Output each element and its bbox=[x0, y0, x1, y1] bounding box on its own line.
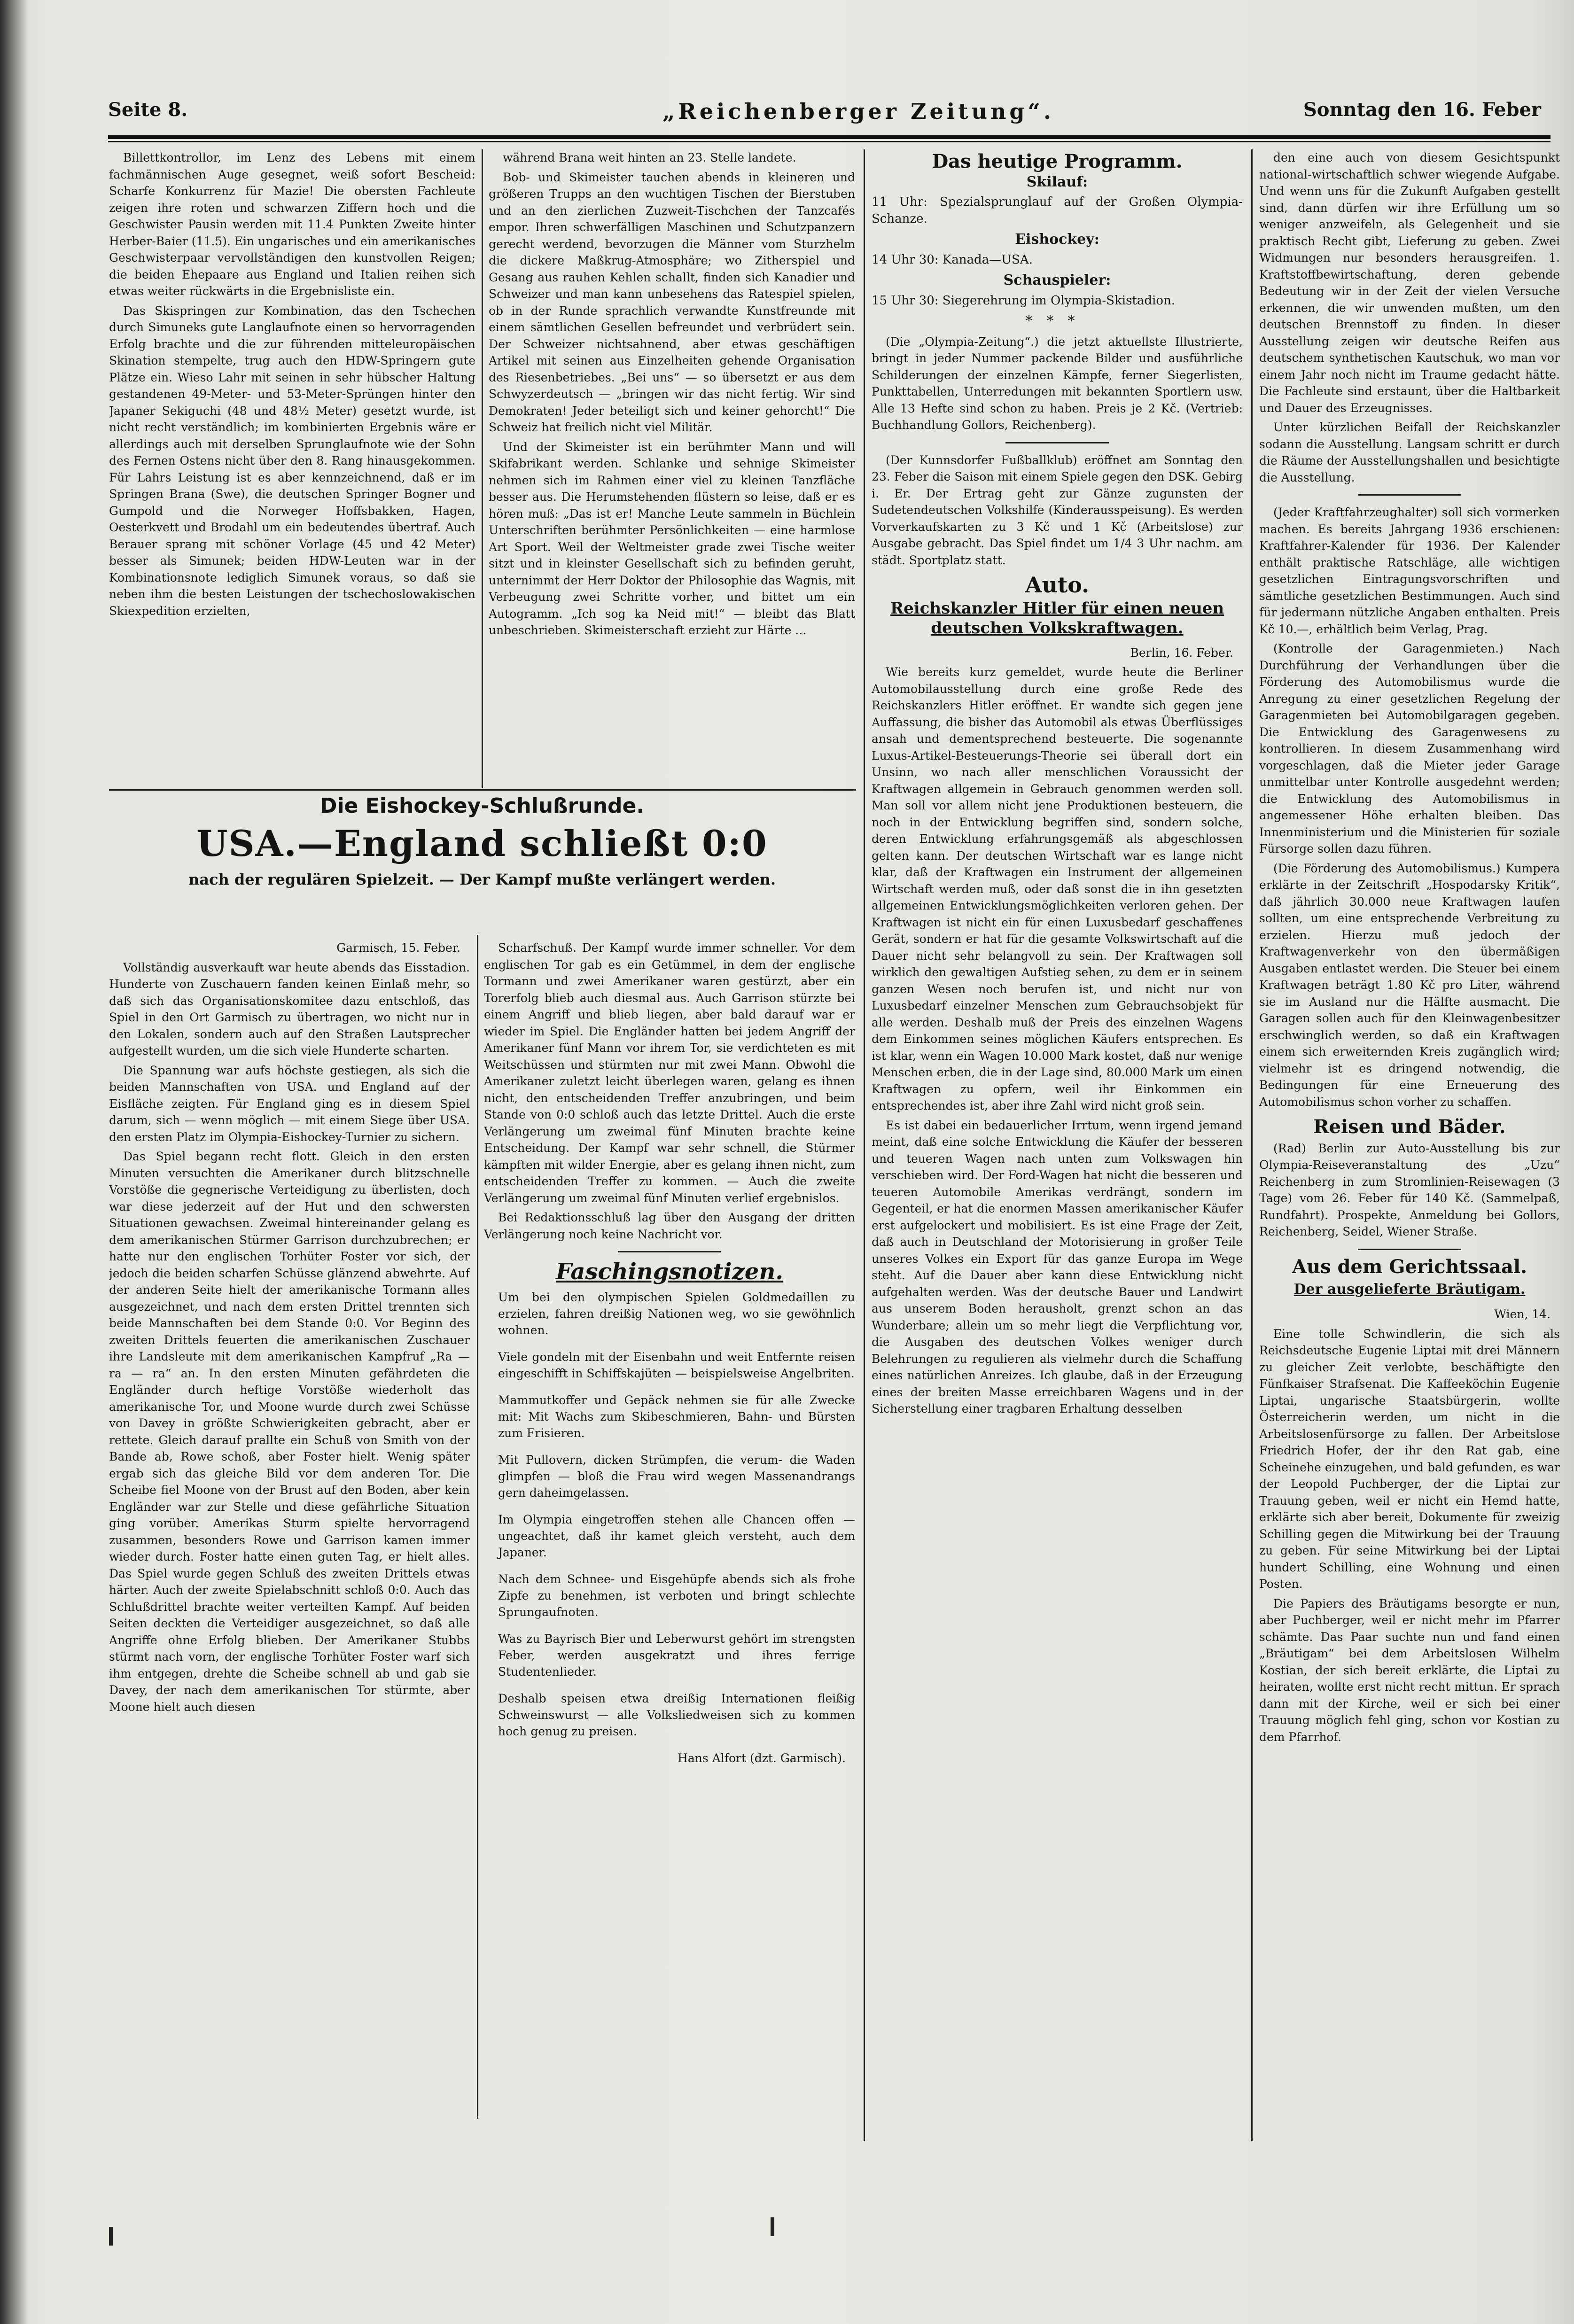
column-rule bbox=[482, 149, 483, 788]
program-item: 11 Uhr: Spezialsprunglauf auf der Großen Olympia-Schanze. bbox=[872, 195, 1243, 226]
poem-stanza: Viele gondeln mit der Eisenbahn und weit Entfernte reisen eingeschifft in Schiffskajüten — beispielsweise Angelbriten. bbox=[498, 1350, 855, 1380]
program-section-label: Schauspieler: bbox=[1003, 272, 1111, 288]
right-column bbox=[1259, 149, 1560, 2137]
ice-hockey-title: USA.—England schließt 0:0 bbox=[196, 823, 768, 864]
short-rule bbox=[618, 1251, 721, 1252]
paragraph: Und der Skimeister ist ein berühmter Mann und will Skifabrikant werden. Schlanke und sehnige Skimeister nehmen sich im Rahmen einer viel zu kleinen Tanzfläche besser aus. Die Herumstehenden flüstern so leise, daß er es hören muß: „Das ist er! Manche Leute sammeln in Büchlein Unterschriften berühmter Persönlichkeiten — eine harmlose Art Sport. Weil der Weltmeister grade zwei Tische weiter sitzt und in kleinster Gesellschaft sich zu befinden geruht, unternimmt der Herr Doktor der Philosophie das Wagnis, mit Verbeugung zwei Schritte vorher, und bittet um ein Autogramm. „Ich sog ka Neid mit!“ — bleibt das Blatt unbeschrieben. Skimeisterschaft erzieht zur Härte ... bbox=[489, 440, 855, 637]
poem-stanza: Mit Pullovern, dicken Strümpfen, die verum- die Waden glimpfen — bloß die Frau wird wegen Massenandrangs gern daheimgelassen. bbox=[498, 1453, 855, 1500]
paragraph: Das Skispringen zur Kombination, das den Tschechen durch Simuneks gute Langlaufnote einen so hervorragenden Erfolg brachte und die zur führenden mitteleuropäischen Skination stempelte, trug auch den HDW-Springern gute Plätze ein. Wieso Lahr mit seinen in sehr hübscher Haltung gestandenen 49-Meter- und 53-Meter-Sprüngen hinter den Japaner Sekiguchi (48 und 48½ Meter) gesetzt wurde, ist nicht recht verständlich; im kombinierten Ergebnis wäre er allerdings auch mit derselben Sprunglaufnote wie der Sohn des Fernen Ostens nicht über den 8. Rang hinausgekommen. Für Lahrs Leistung ist es aber kennzeichnend, daß er im Springen Brana (Swe), die deutschen Springer Bogner und Gumpold und die Norweger Hoffsbakken, Hagen, Oesterkvett und Brodahl um ein bedeutendes übertraf. Auch Berauer sprang mit schöner Vorlage (45 und 42 Meter) besser als Simunek; beiden HDW-Leuten war in der Kombinationsnote lediglich Simunek voraus, so daß sie neben ihm die besten Leistungen der tschechoslowakischen Skiexpedition erzielten, bbox=[109, 303, 475, 618]
paragraph: (Die „Olympia-Zeitung“.) die jetzt aktuellste Illustrierte, bringt in jeder Nummer packende Bilder und ausführliche Schilderungen der einzelnen Kämpfe, ferner Siegerlisten, Punkttabellen, Unterredungen mit bekannten Sportlern usw. Alle 13 Hefte sind schon zu haben. Preis je 2 Kč. (Vertrieb: Buchhandlung Gollors, Reichenberg). bbox=[872, 334, 1243, 432]
paragraph: (Kontrolle der Garagenmieten.) Nach Durchführung der Verhandlungen über die Förderung des Automobilismus wurde die Anregung zu einer gesetzlichen Regelung der Garagenmieten bei Automobilgaragen gegeben. Die Entwicklung des Garagenwesens zu kontrollieren. In diesem Zusammenhang wird vorgeschlagen, daß die Mieter jeder Garage unmittelbar unter Kontrolle ausgedehnt werden; die Entwicklung des Automobilismus in angemessener Höhe erhalten bleiben. Das Innenministerium und die Ministerien für soziale Fürsorge sollen dazu führen. bbox=[1259, 642, 1560, 855]
ice-hockey-article-column bbox=[109, 940, 470, 2114]
paragraph: Eine tolle Schwindlerin, die sich als Reichsdeutsche Eugenie Liptai mit drei Männern zu gleicher Zeit verlobte, beschäftigte den Fünfkaiser Strafsenat. Die Kaffeeköchin Eugenie Liptai, ungarische Staatsbürgerin, wollte Österreicherin werden, um nicht in die Arbeitslosenfürsorge zu fallen. Der Arbeitslose Friedrich Hofer, der ihr den Rat gab, eine Scheinehe einzugehen, und bald gefunden, es war der Leopold Puchberger, der die Liptai zur Trauung geben, weil er nicht ein Hemd hatte, erklärte sich aber bereit, Dokumente für zweizig Schilling gegen die Mitwirkung bei der Trauung zu geben. Für seine Mitwirkung bei der Liptai hundert Schilling, eine Wohnung und einen Posten. bbox=[1259, 1327, 1560, 1591]
newspaper-title: „Reichenberger Zeitung“. bbox=[662, 99, 1055, 124]
program-item: 14 Uhr 30: Kanada—USA. bbox=[872, 252, 1033, 267]
article-column-1 bbox=[109, 149, 475, 786]
paragraph: den eine auch von diesem Gesichtspunkt national-wirtschaftlich schwer wiegende Aufgabe. Und wenn uns für die Zukunft Aufgaben gestellt sind, dann dürfen wir ihre Erfüllung um so weniger anzweifeln, als Gelegenheit und sie praktisch Recht gibt, Lieferung zu geben. Zwei Widmungen nur besonders herausgreifen. 1. Kraftstoffbewirtschaftung, deren gebende Bedeutung wir in der Zeit der vielen Versuche erkennen, die wir unwenden mußten, um den deutschen Brennstoff zu finden. In dieser Ausstellung zeigen wir deutsche Reifen aus deutschem synthetischen Kautschuk, wo man vor einem Jahr noch nicht im Traume gedacht hätte. Die Fachleute sind erstaunt, über die Haltbarkeit und Dauer des Erzeugnisses. bbox=[1259, 151, 1560, 415]
column-rule bbox=[477, 935, 478, 2119]
print-mark bbox=[771, 2217, 774, 2236]
short-rule bbox=[1358, 1249, 1461, 1250]
paragraph: Wie bereits kurz gemeldet, wurde heute die Berliner Automobilausstellung durch eine große Rede des Reichskanzlers Hitler eröffnet. Er wandte sich gegen jene Auffassung, die bisher das Automobil als etwas Überflüssiges ansah und dementsprechend besteuerte. Die sogenannte Luxus-Artikel-Besteuerungs-Theorie sei überall dort ein Unsinn, wo nach aller menschlichen Voraussicht der Kraftwagen allgemein in Gebrauch genommen werden soll. Man soll vor allem nicht jene Produktionen besteuern, die noch in der Entwicklung begriffen sind, sondern solche, deren Entwicklung erfahrungsgemäß als abgeschlossen gelten kann. Der deutschen Wirtschaft war es lange nicht klar, daß der Kraftwagen ein Instrument der allgemeinen Wirtschaft werden muß, oder daß sonst die in ihn gesetzten allgemeinen Entwicklungsmöglichkeiten verloren gehen. Der Kraftwagen ist nicht ein für einen Luxusbedarf geschaffenes Gerät, sondern er hat für die gesamte Volkswirtschaft auf die Dauer nicht sehr belangvoll zu sein. Der Kraftwagen soll wirklich den gewaltigen Aufstieg sehen, zu dem er in seinem ganzen Wesen noch berufen ist, und nicht nur von Luxusbedarf einzelner Menschen zum Gebrauchsobjekt für alle werden. Deshalb muß der Preis des einzelnen Wagens dem Einkommen seines möglichen Käufers entsprechen. Es ist klar, wenn ein Wagen 10.000 Mark kostet, daß nur wenige Menschen erben, die in der Lage sind, 80.000 Mark um einen Kraftwagen zu opfern, weil ihr Einkommen ein entsprechendes ist, aber ihre Zahl wird nicht groß sein. bbox=[872, 665, 1243, 1112]
section-rule bbox=[109, 789, 856, 791]
court-headline: Der ausgelieferte Bräutigam. bbox=[1293, 1281, 1526, 1298]
page-number: Seite 8. bbox=[108, 99, 188, 121]
article-column-2 bbox=[489, 149, 855, 786]
dateline: Berlin, 16. Feber. bbox=[1130, 645, 1233, 660]
auto-headline: Reichskanzler Hitler für einen neuen deutschen Volkskraftwagen. bbox=[890, 598, 1224, 637]
paragraph: Unter kürzlichen Beifall der Reichskanzler sodann die Ausstellung. Langsam schritt er durch die Räume der Ausstellungshallen und besichtigte die Ausstellung. bbox=[1259, 420, 1560, 484]
scan-edge bbox=[0, 0, 28, 2324]
page-header bbox=[108, 99, 1541, 132]
poem-stanza: Um bei den olympischen Spielen Goldmedaillen zu erzielen, fahren dreißig Nationen weg, wo sie gewöhnlich wohnen. bbox=[498, 1290, 855, 1337]
column-rule bbox=[864, 149, 865, 2141]
poem-author: Hans Alfort (dzt. Garmisch). bbox=[678, 1751, 846, 1765]
poem-stanza: Mammutkoffer und Gepäck nehmen sie für alle Zwecke mit: Mit Wachs zum Skibeschmieren, Bahn- und Bürsten zum Frisieren. bbox=[498, 1393, 855, 1440]
ice-hockey-continuation-column bbox=[484, 940, 855, 2114]
paragraph: Bob- und Skimeister tauchen abends in kleineren und größeren Trupps an den wuchtigen Tischen der Bierstuben und an den zierlichen Zuzweit-Tischchen der Tanzcafés empor. Ihren schwerfälligen Maschinen und Schutzpanzern gerecht werdend, bevorzugen die Männer vom Sturzhelm die dickere Maßkrug-Atmosphäre; wo Zitherspiel und Gesang aus rauhen Kehlen schallt, finden sich Kanadier und Schweizer und man kann unbesehens das Ratespiel spielen, ob in der Runde sprachlich verwandte Kunstfreunde mit einem sämtlichen Gesellen befreundet und verbrüdert sein. Der Schweizer nichtsahnend, aber etwas geschäftigen Artikel mit seinen aus Einzelheiten gehende Organisation des Riesenbetriebes. „Bei uns“ — so übersetzt er aus dem Schwyzerdeutsch — „bringen wir das nicht fertig. Wir sind Demokraten! Jeder beteiligt sich und keiner gehorcht!“ Die Schweiz hat freilich nicht viel Militär. bbox=[489, 170, 855, 434]
dateline: Garmisch, 15. Feber. bbox=[336, 941, 460, 955]
paragraph: Die Spannung war aufs höchste gestiegen, als sich die beiden Mannschaften von USA. und England auf der Eisfläche zeigten. Für England ging es in diesem Spiel darum, sich — wenn möglich — mit einem Siege über USA. den ersten Platz im Olympia-Eishockey-Turnier zu sichern. bbox=[109, 1063, 470, 1144]
paragraph: Bei Redaktionsschluß lag über den Ausgang der dritten Verlängerung noch keine Nachricht vor. bbox=[484, 1211, 855, 1241]
header-rule bbox=[108, 135, 1551, 139]
paragraph: Billettkontrollor, im Lenz des Lebens mit einem fachmännischen Auge gesegnet, weiß sofort Bescheid: Scharfe Konkurrenz für Mazie! Die obersten Fachleute zeigen ihre roten und schwarzen Ziffern hoch und die Geschwister Pausin werden mit 11.4 Punkten Zweite hinter Herber-Baier (11.5). Ein ungarisches und ein amerikanisches Geschwisterpaar vervollständigen den kunstvollen Reigen; die beiden Ehepaare aus England und Italien reihen sich etwas weiter rückwärts in die Ergebnisliste ein. bbox=[109, 151, 475, 298]
paragraph: Die Papiers des Bräutigams besorgte er nun, aber Puchberger, weil er nicht mehr im Pfarrer schämte. Das Paar suchte nun und fand einen „Bräutigam“ bei dem Arbeitslosen Wilhelm Kostian, der sich bereit erklärte, die Liptai zu heiraten, wollte erst nicht recht mittun. Er sprach dann mit der Kirche, weil er sich bei einer Trauung möglich fehl ging, schon vor Kostian zu dem Pfarrhof. bbox=[1259, 1596, 1560, 1744]
short-rule bbox=[1005, 442, 1109, 443]
poem-title: Faschingsnotizen. bbox=[555, 1259, 784, 1285]
dateline: Wien, 14. bbox=[1494, 1307, 1551, 1321]
auto-section-heading: Auto. bbox=[1025, 572, 1090, 598]
program-item: 15 Uhr 30: Siegerehrung im Olympia-Skistadion. bbox=[872, 293, 1175, 308]
program-and-auto-column bbox=[872, 149, 1243, 2137]
paragraph: (Rad) Berlin zur Auto-Ausstellung bis zur Olympia-Reiseveranstaltung des „Uzu“ Reichenberg in zum Stromlinien-Reisewagen (3 Tage) vom 26. Feber für 140 Kč. (Sammelpaß, Rundfahrt). Prospekte, Anmeldung bei Gollors, Reichenberg, Seidel, Wiener Straße. bbox=[1259, 1141, 1560, 1238]
paragraph: (Die Förderung des Automobilismus.) Kumpera erklärte in der Zeitschrift „Hospodarsky Kritik“, daß jährlich 30.000 neue Kraftwagen laufen sollten, um eine entsprechende Verbreitung zu erzielen. Hierzu muß jedoch der Kraftwagenverkehr von den übermäßigen Ausgaben entlastet werden. Die Steuer bei einem Kraftwagen beträgt 1.80 Kč pro Liter, während sie im Ausland nur die Hälfte ausmacht. Die Garagen sollen auch für den Kleinwagenbesitzer erschwinglich werden, so daß ein Kraftwagen einem sich erweiternden Kreis zugänglich wird; vielmehr ist es dringend notwendig, die Bedingungen für eine Erneuerung des Automobilismus schon vorher zu schaffen. bbox=[1259, 861, 1560, 1109]
program-section-label: Skilauf: bbox=[1026, 173, 1088, 190]
short-rule bbox=[1358, 494, 1461, 496]
paragraph: Das Spiel begann recht flott. Gleich in den ersten Minuten versuchten die Amerikaner durch blitzschnelle Vorstöße die gegnerische Verteidigung zu überlisten, doch war diese jederzeit auf der Hut und den schwersten Situationen gewachsen. Zweimal hintereinander gelang es dem amerikanischen Stürmer Garrison durchzubrechen; er hatte nur den englischen Torhüter Foster vor sich, der jedoch die beiden scharfen Schüsse glänzend abwehrte. Auf der anderen Seite hielt der amerikanische Tormann alles ausgezeichnet, und nach dem ersten Drittel trennten sich beide Mannschaften bei dem Stande 0:0. Vor Beginn des zweiten Drittels feuerten die amerikanischen Zuschauer ihre Landsleute mit dem amerikanischen Kampfruf „Ra — ra — ra“ an. In den ersten Minuten gefährdeten die Engländer durch heftige Vorstöße wiederholt das amerikanische Tor, und Moone wurde durch zwei Schüsse von Davey in größte Schwierigkeiten gebracht, aber er rettete. Gleich darauf prallte ein Schuß von Smith von der Bande ab, Rowe schoß, aber Foster hielt. Wenig später ergab sich das gleiche Bild vor dem anderen Tor. Die Scheibe fiel Moone von der Brust auf den Boden, aber kein Engländer war zur Stelle und diese gefährliche Situation ging vorüber. Amerikas Sturm spielte hervorragend zusammen, besonders Rowe und Garrison kamen immer wieder durch. Foster hatte einen guten Tag, er hielt alles. Das Spiel wurde gegen Schluß des zweiten Drittels etwas härter. Auch der zweite Spielabschnitt schloß 0:0. Auch das Schlußdrittel brachte weiter verteilten Kampf. Auf beiden Seiten deckten die Verteidiger ausgezeichnet, so daß alle Angriffe ohne Erfolg blieben. Der Amerikaner Stubbs stürmt nach vorn, der englische Torhüter Foster warf sich ihm entgegen, drehte die Scheibe schnell ab und gab sie Davey, der nach dem amerikanischen Tor stürmte, aber Moone hielt auch diesen bbox=[109, 1150, 470, 1714]
paragraph: (Der Kunnsdorfer Fußballklub) eröffnet am Sonntag den 23. Feber die Saison mit einem Spiele gegen den DSK. Gebirg i. Er. Der Ertrag geht zur Gänze zugunsten der Sudetendeutschen Volkshilfe (Kinderausspeisung). Es werden Vorverkaufskarten zu 3 Kč und 1 Kč (Arbeitslose) zur Ausgabe gebracht. Das Spiel findet um 1/4 3 Uhr nachm. am städt. Sportplatz statt. bbox=[872, 453, 1243, 567]
column-rule bbox=[1251, 149, 1253, 2141]
issue-date: Sonntag den 16. Feber bbox=[1303, 99, 1541, 121]
paragraph: Scharfschuß. Der Kampf wurde immer schneller. Vor dem englischen Tor gab es ein Getümmel, in dem der englische Tormann und zwei Amerikaner waren gestürzt, aber ein Torerfolg blieb auch diesmal aus. Auch Garrison stürzte bei einem Angriff und blieb liegen, aber bald darauf war er wieder im Spiel. Die Engländer hatten bei jedem Angriff der Amerikaner fünf Mann vor ihrem Tor, sie verdichteten es mit Weitschüssen und stürmten nur mit zwei Mann. Obwohl die Amerikaner zuletzt leicht überlegen waren, gelang es ihnen nicht, den entscheidenden Treffer anzubringen, und beim Stande von 0:0 schloß auch das letzte Drittel. Auch die erste Verlängerung um zweimal fünf Minuten brachte keine Entscheidung. Der Kampf war sehr schnell, die Stürmer kämpften mit wilder Energie, aber es gelang ihnen nicht, zum entscheidenden Treffer zu kommen. — Auch die zweite Verlängerung um zweimal fünf Minuten verlief ergebnislos. bbox=[484, 941, 855, 1205]
print-mark bbox=[109, 2227, 113, 2246]
poem-stanza: Deshalb speisen etwa dreißig Internationen fleißig Schweinswurst — alle Volksliedweisen sich zu kommen hoch genug zu preisen. bbox=[498, 1691, 855, 1738]
poem-stanza: Im Olympia eingetroffen stehen alle Chancen offen — ungeachtet, daß ihr kamet gleich versteht, auch dem Japaner. bbox=[498, 1512, 855, 1559]
paragraph: Es ist dabei ein bedauerlicher Irrtum, wenn irgend jemand meint, daß eine solche Entwicklung die Käufer der besseren und teueren Wagen nach unten zum Volkswagen hin verschieben wird. Der Ford-Wagen hat nicht die besseren und teueren Automobile Amerikas verdrängt, sondern im Gegenteil, er hat die enormen Massen amerikanischer Käufer erst aufgelockert und mobilisiert. Es ist eine Frage der Zeit, daß auch in Deutschland der Motorisierung in großer Teile unseres Volkes ein Export für das ganze Europa im Wege steht. Auf die Dauer aber kann diese Entwicklung nicht aufgehalten werden. Was der deutsche Bauer und Landwirt aus unserem Boden herausholt, grenzt schon an das Wunderbare; allein um so mehr liegt die Verpflichtung vor, die Ausgaben des deutschen Volkes weniger durch Belehrungen zu regulieren als vielmehr durch die Schaffung eines natürlichen Anreizes. Ich glaube, daß in der Erzeugung eines der breiten Masse erreichbaren Wagens und in der Sicherstellung einer tragbaren Erhaltung desselben bbox=[872, 1118, 1243, 1415]
travel-section-heading: Reisen und Bäder. bbox=[1313, 1116, 1506, 1138]
court-section-heading: Aus dem Gerichtssaal. bbox=[1292, 1255, 1527, 1278]
poem-stanza: Nach dem Schnee- und Eisgehüpfe abends sich als frohe Zipfe zu benehmen, ist verboten und bringt schlechte Sprungaufnoten. bbox=[498, 1572, 855, 1619]
ice-hockey-kicker: Die Eishockey-Schlußrunde. bbox=[319, 794, 645, 818]
program-title: Das heutige Programm. bbox=[932, 150, 1183, 172]
paragraph: während Brana weit hinten an 23. Stelle landete. bbox=[503, 151, 796, 164]
poem-stanza: Was zu Bayrisch Bier und Leberwurst gehört im strengsten Feber, werden ausgekratzt und ihres ferrige Studentenlieder. bbox=[498, 1632, 855, 1679]
ice-hockey-subtitle: nach der regulären Spielzeit. — Der Kampf mußte verlängert werden. bbox=[188, 871, 776, 888]
program-section-label: Eishockey: bbox=[1015, 231, 1099, 248]
header-rule-thin bbox=[108, 141, 1551, 142]
paragraph: (Jeder Kraftfahrzeughalter) soll sich vormerken machen. Es bereits Jahrgang 1936 erschienen: Kraftfahrer-Kalender für 1936. Der Kalender enthält praktische Ratschläge, alle wichtigen gesetzlichen Eintragungsvorschriften und sämtliche gesetzlichen Bestimmungen. Auch sind für jedermann nützliche Angaben enthalten. Preis Kč 10.—, erhältlich beim Verlag, Prag. bbox=[1259, 505, 1560, 636]
divider-stars: *** bbox=[1025, 313, 1089, 329]
ice-hockey-headline-block bbox=[109, 794, 855, 889]
paragraph: Vollständig ausverkauft war heute abends das Eisstadion. Hunderte von Zuschauern fanden keinen Einlaß mehr, so daß sich das Organisationskomitee dazu entschloß, das Spiel in den Ort Garmisch zu übertragen, wo nicht nur in den Lokalen, sondern auch auf den Straßen Lautsprecher aufgestellt wurden, um die sich viele Hunderte scharten. bbox=[109, 960, 470, 1057]
